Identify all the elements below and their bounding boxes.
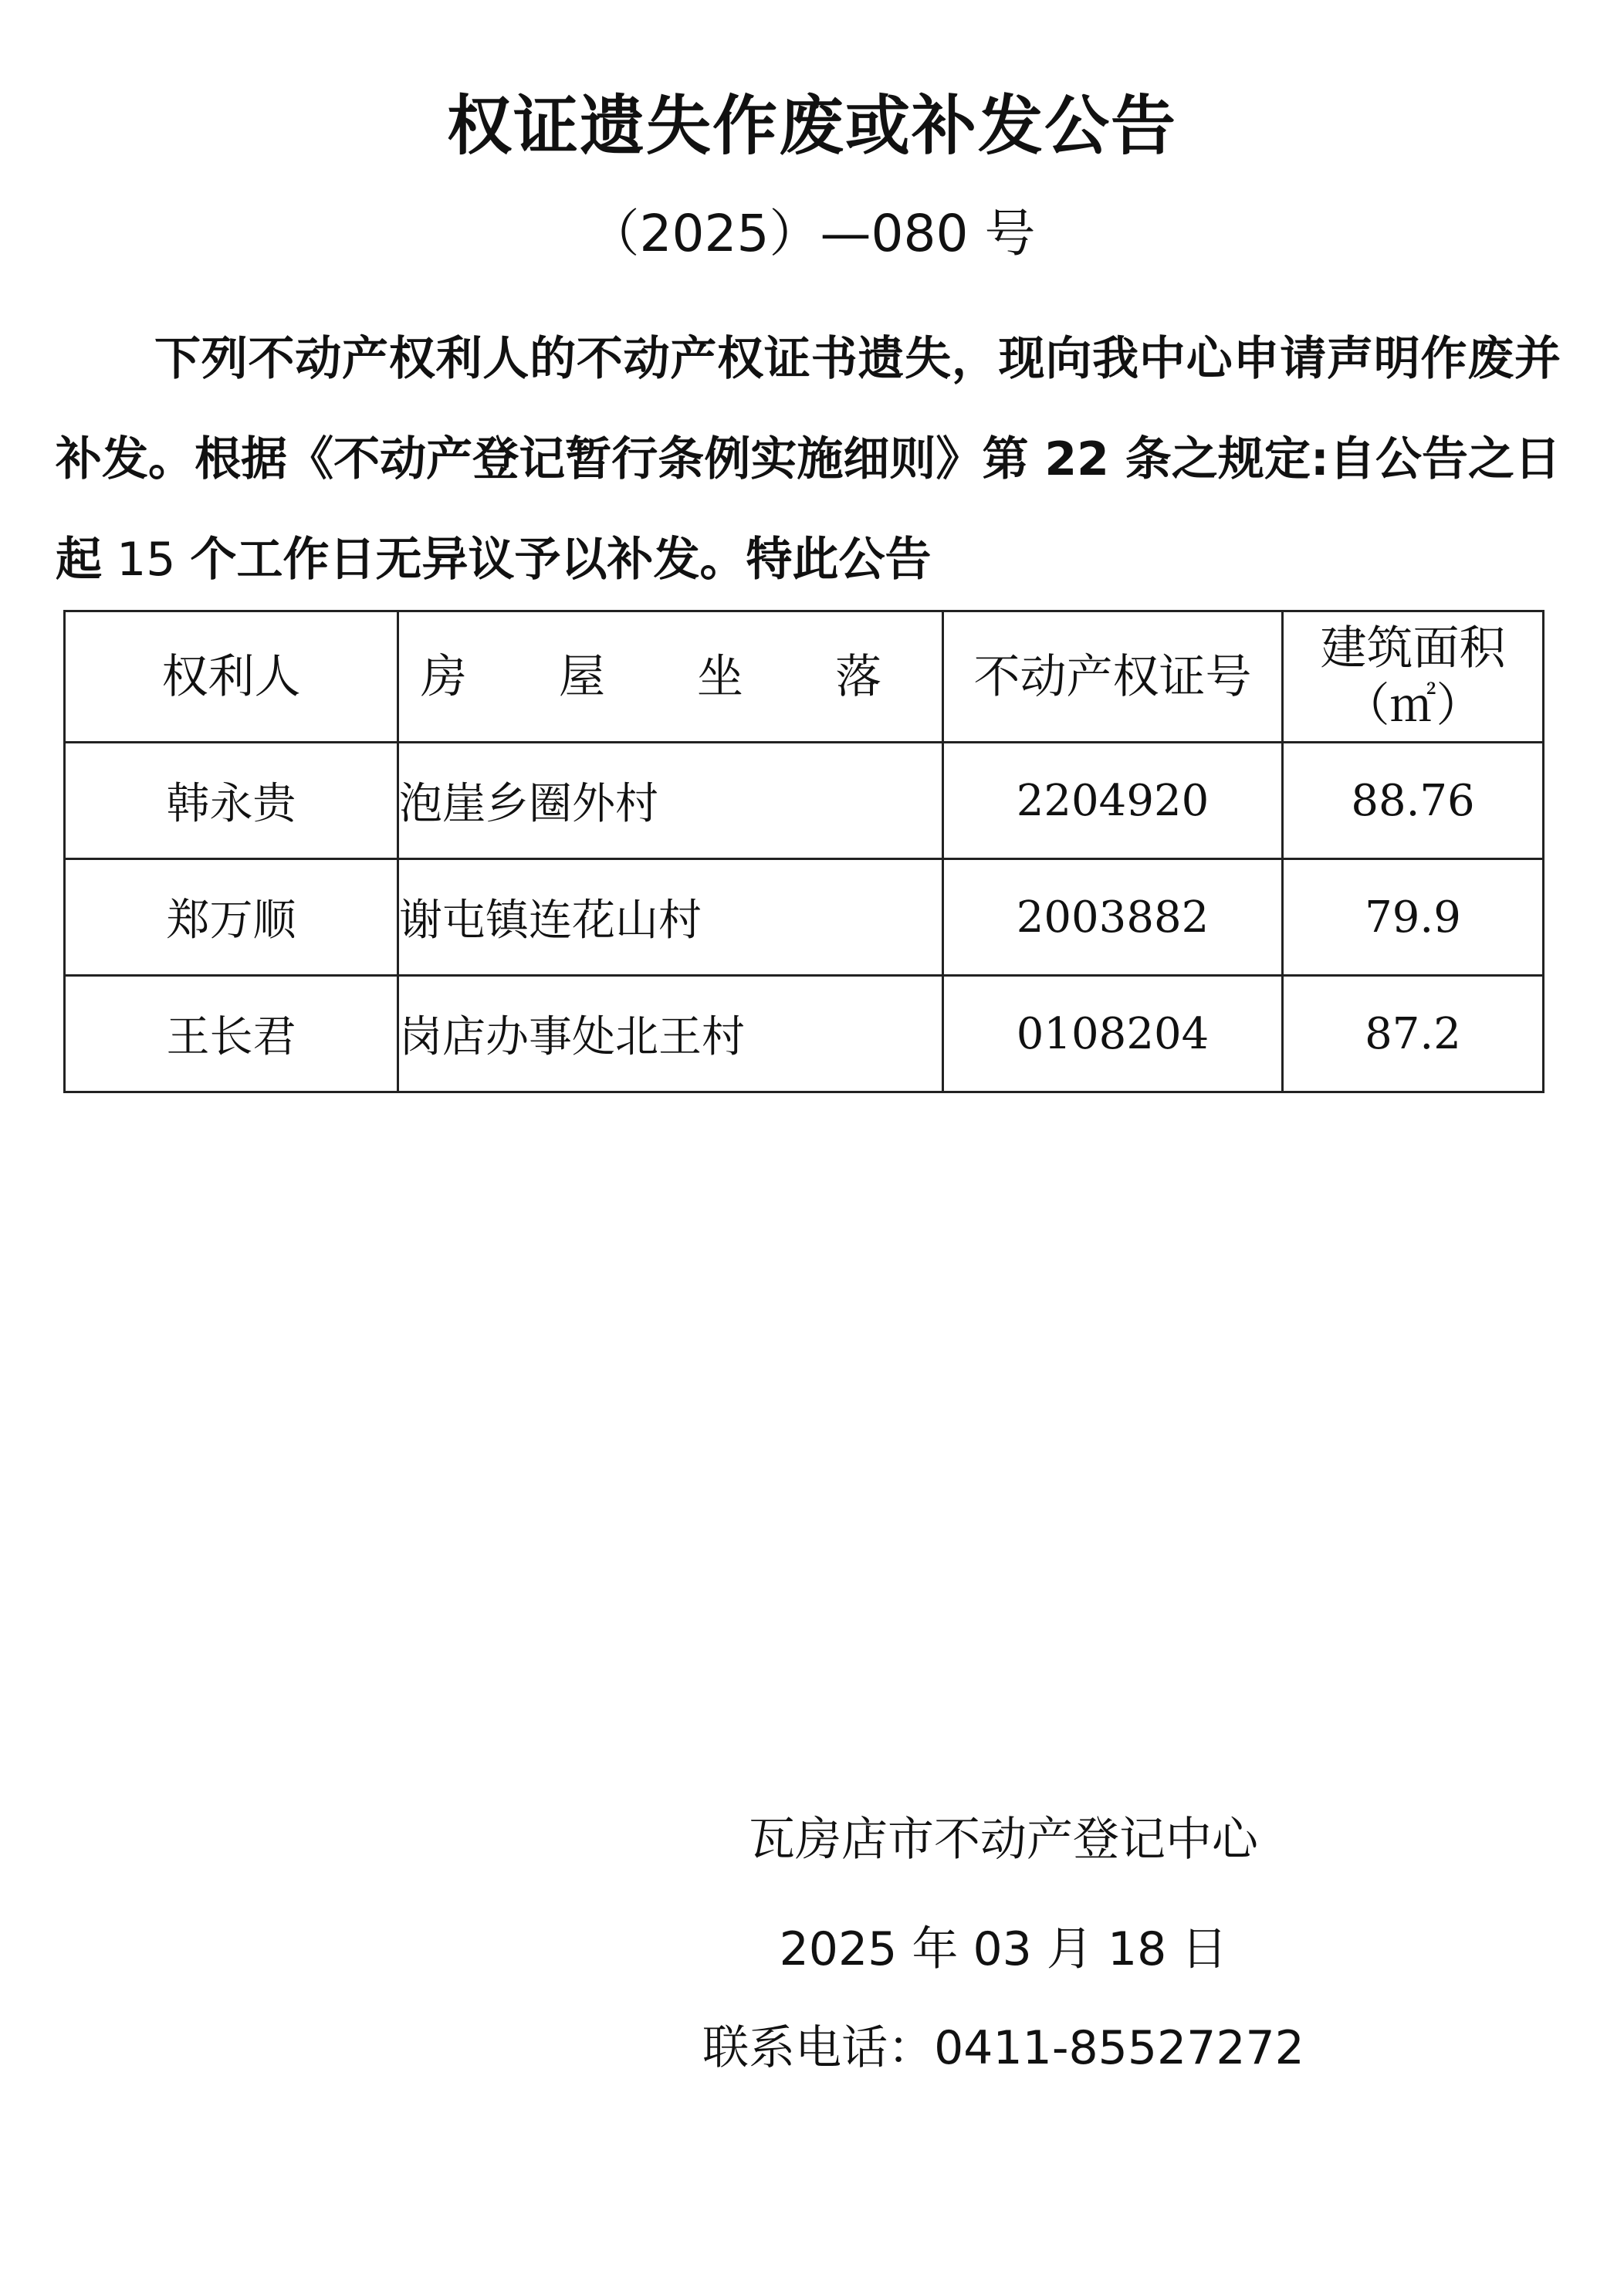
row-area: 88.76 [1283,743,1544,859]
row-holder: 韩永贵 [65,743,398,859]
table-row [65,976,1544,1092]
notice-body [56,309,1561,610]
header-cert-no: 不动产权证号 [943,611,1283,743]
row-cert-no: 0108204 [943,976,1283,1092]
table-row [65,859,1544,976]
header-area-line1: 建筑面积 [1320,621,1506,676]
row-location: 谢屯镇连花山村 [398,859,943,976]
header-holder: 权利人 [65,611,398,743]
row-area: 79.9 [1283,859,1544,976]
row-holder: 王长君 [65,976,398,1092]
header-location-label: 房 屋 坐 落 [420,649,921,704]
row-area: 87.2 [1283,976,1544,1092]
row-holder: 郑万顺 [65,859,398,976]
notice-body-part1: 下列不动产权利人的不动产权证书遗失，现向我中心申请声明作废并补发。根据《不动产登记暂行条例实施细则》第 22 条之规定:自公告之日起 [56,332,1561,587]
row-location: 岗店办事处北王村 [398,976,943,1092]
records-table [63,610,1544,1093]
notice-body-days: 15 [102,533,191,587]
header-area [1283,611,1544,743]
table-header-row [65,611,1544,743]
header-location [398,611,943,743]
row-location: 泡崖乡圈外村 [398,743,943,859]
row-cert-no: 2003882 [943,859,1283,976]
table-row [65,743,1544,859]
issue-date: 2025 年 03 月 18 日 [779,1922,1228,1976]
document-number: （2025）—080 号 [588,204,1036,263]
issuer-name: 瓦房店市不动产登记中心 [749,1813,1258,1867]
notice-title: 权证遗失作废或补发公告 [446,88,1177,164]
notice-body-part2: 个工作日无异议予以补发。特此公告 [190,533,932,587]
header-area-line2: （㎡） [1343,678,1483,733]
contact-phone: 联系电话：0411-85527272 [702,2021,1304,2075]
row-cert-no: 2204920 [943,743,1283,859]
